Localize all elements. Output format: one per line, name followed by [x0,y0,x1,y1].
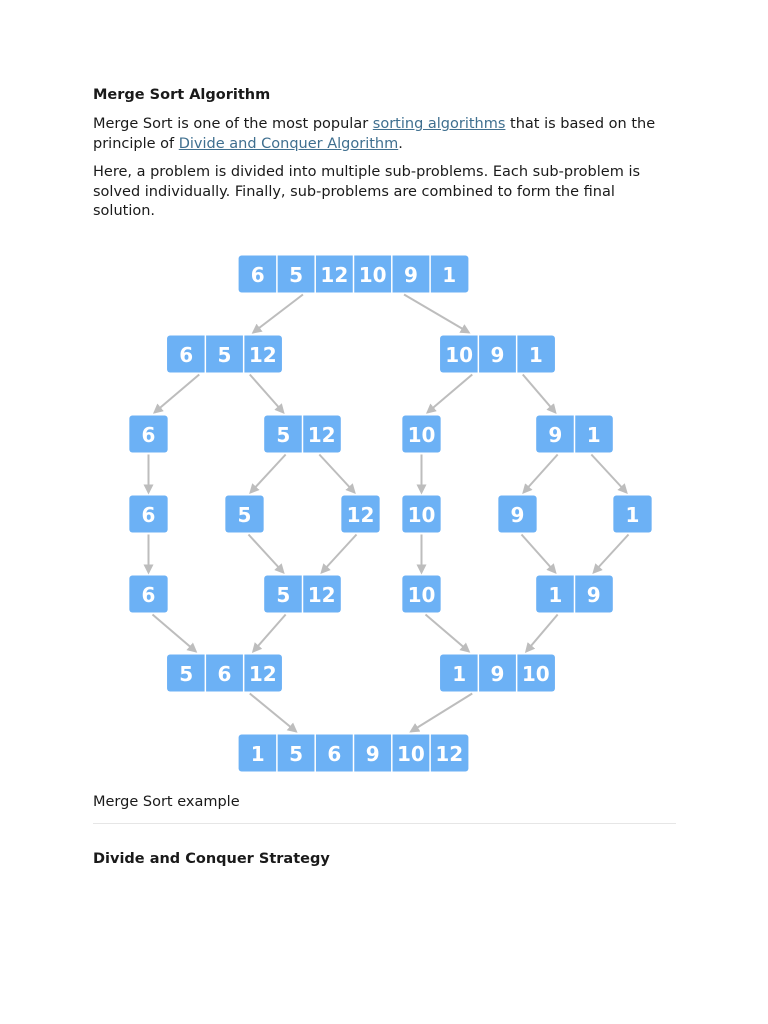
arrow-l2a-to-l2m [249,535,284,573]
section-heading: Divide and Conquer Strategy [93,851,330,867]
array-cell-value: 10 [407,503,436,527]
array-cell-value: 5 [289,742,304,766]
array-cell-value: 1 [548,583,563,607]
array-box-lm [167,655,282,692]
array-cell-value: 6 [141,503,156,527]
array-cell-value: 5 [217,343,232,367]
arrow-lm-to-final [250,694,296,732]
explanation-paragraph: Here, a problem is divided into multiple sub-problems. Each sub-problem is solved individually. Finally, sub-problems are combined to form the final solution. [93,164,641,219]
array-box-rm [440,655,555,692]
array-cell-value: 9 [403,263,418,287]
array-cell-value: 5 [179,662,194,686]
array-box-r2a [498,496,536,533]
arrow-l2b-to-l2m [322,535,357,573]
array-cell-value: 9 [490,662,505,686]
array-cell-value: 6 [217,662,232,686]
array-cell-value: 1 [528,343,543,367]
array-cell-value: 6 [141,423,156,447]
array-box-l2b [341,496,379,533]
array-cell-value: 10 [407,583,436,607]
array-box-l2a [225,496,263,533]
arrow-root-to-l [253,295,303,333]
array-boxes [129,256,651,772]
array-cell-value: 1 [250,742,265,766]
array-cell-value: 12 [435,742,464,766]
arrow-r2b-to-r2m [594,535,629,573]
arrow-l1c-to-lm [153,615,196,652]
arrow-l-to-l2 [250,375,284,413]
array-box-final [239,735,469,772]
array-cell-value: 9 [510,503,525,527]
array-cell-value: 5 [276,583,291,607]
array-cell-value: 5 [289,263,304,287]
array-cell-value: 9 [548,423,563,447]
array-cell-value: 1 [586,423,601,447]
array-cell-value: 12 [320,263,349,287]
arrow-r-to-r1 [428,375,473,413]
array-cell-value: 12 [307,583,336,607]
array-box-r2 [536,416,613,453]
array-box-r1 [402,416,440,453]
arrow-r1c-to-rm [426,615,469,652]
page-title: Merge Sort Algorithm [93,87,271,103]
array-cell-value: 12 [346,503,375,527]
array-cell-value: 9 [490,343,505,367]
intro-text-3: . [398,135,403,152]
arrow-r2-to-r2b [591,455,626,493]
arrow-l2-to-l2b [319,455,354,493]
figure-caption: Merge Sort example [93,794,240,810]
array-cell-value: 6 [250,263,265,287]
array-cell-value: 12 [307,423,336,447]
array-box-l2m [264,576,341,613]
arrow-l2m-to-lm [253,615,285,652]
array-cell-value: 5 [237,503,252,527]
array-box-root [239,256,469,293]
arrow-rm-to-final [411,694,472,732]
array-box-l1c [129,576,167,613]
array-box-r1c [402,576,440,613]
intro-text-2: that is based on the principle of [93,116,656,152]
array-cell-value: 1 [452,662,467,686]
arrow-r2-to-r2a [524,455,558,493]
array-box-r [440,336,555,373]
arrow-root-to-r [404,295,469,333]
arrow-r-to-r2 [523,375,556,413]
array-cell-value: 10 [445,343,474,367]
array-cell-value: 10 [358,263,387,287]
array-cell-value: 12 [248,343,277,367]
array-box-r2b [613,496,651,533]
array-cell-value: 6 [141,583,156,607]
array-cell-value: 9 [586,583,601,607]
array-box-l1b [129,496,167,533]
arrow-r2a-to-r2m [522,535,556,573]
array-box-l2 [264,416,341,453]
intro-text-1: Merge Sort is one of the most popular [93,116,373,132]
array-cell-value: 9 [365,742,380,766]
array-cell-value: 1 [625,503,640,527]
array-cell-value: 1 [442,263,457,287]
array-cell-value: 10 [407,423,436,447]
array-box-l1 [129,416,167,453]
array-cell-value: 5 [276,423,291,447]
array-cell-value: 12 [248,662,277,686]
array-box-r1b [402,496,440,533]
divide-and-conquer-link[interactable]: Divide and Conquer Algorithm [178,135,399,152]
arrow-r2m-to-rm [526,615,557,652]
array-box-r2m [536,576,613,613]
array-cell-value: 6 [179,343,194,367]
arrow-l2-to-l2a [251,455,286,493]
array-cell-value: 10 [521,662,550,686]
array-cell-value: 6 [327,742,342,766]
sorting-algorithms-link[interactable]: sorting algorithms [372,116,506,132]
array-box-l [167,336,282,373]
array-cell-value: 10 [397,742,425,766]
arrow-l-to-l1 [155,375,200,413]
